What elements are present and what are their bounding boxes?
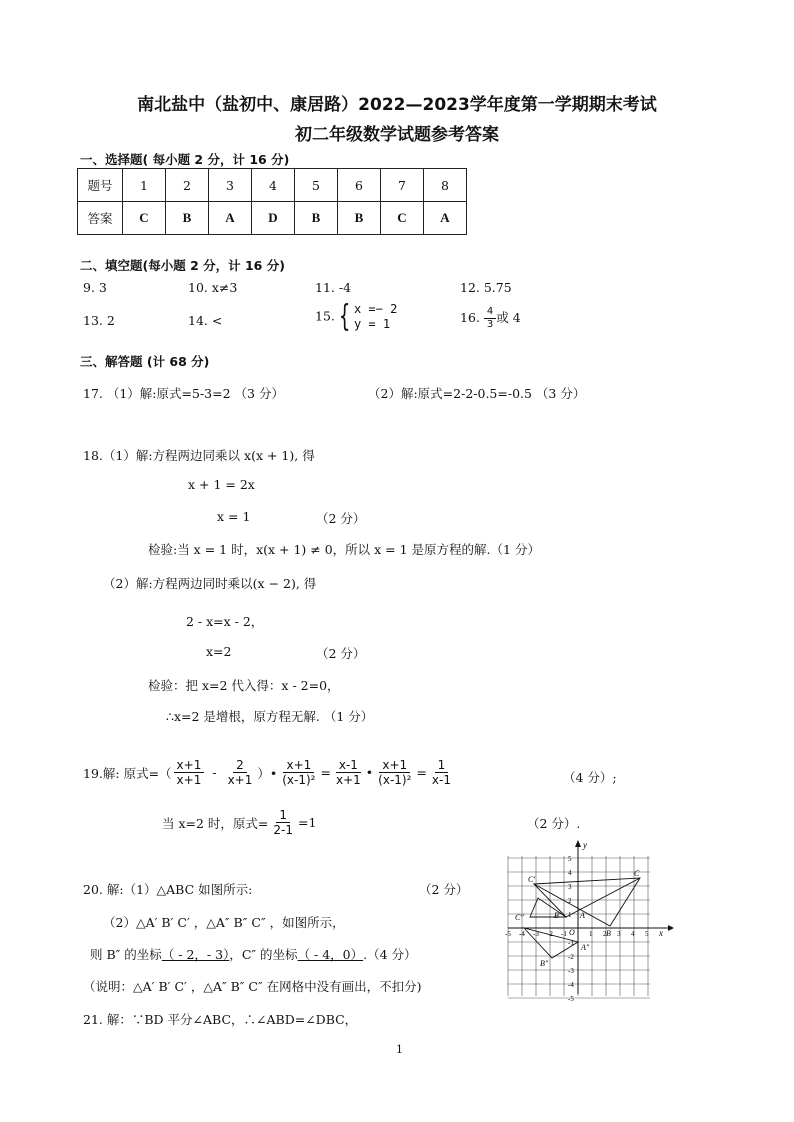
fraction [174, 758, 205, 788]
y-tick-label: -5 [568, 995, 574, 1003]
question-number-cell: 7 [381, 169, 424, 202]
y-tick-label: -3 [568, 967, 574, 975]
q20-line-1-score: （2 分） [419, 882, 469, 897]
denominator: x+1 [335, 773, 361, 788]
c-label: C [634, 869, 640, 878]
fraction [279, 758, 318, 788]
y-tick-label: 2 [568, 897, 572, 905]
equals-sign: = [320, 765, 331, 781]
y-tick-label: 4 [568, 869, 572, 877]
x-tick-label: -3 [533, 930, 539, 938]
q20-text-b: 则 B″ 的坐标 [90, 947, 162, 962]
fill-answer-16-rest: 或 4 [496, 310, 521, 325]
question-number-cell: 6 [338, 169, 381, 202]
answer-cell: A [424, 202, 467, 235]
a-double-prime-label: A″ [581, 943, 590, 952]
q18-line-3-score: （2 分） [316, 511, 366, 526]
q20-text-c: ，C″ 的坐标 [229, 947, 298, 962]
question-number-cell: 5 [295, 169, 338, 202]
fill-answer-16 [460, 306, 521, 331]
q20-score: .（4 分） [363, 947, 417, 962]
q18-line-2: x + 1 = 2x [188, 477, 255, 492]
fraction [333, 758, 364, 788]
answer-cell: D [252, 202, 295, 235]
x-axis-arrow [668, 925, 674, 931]
q20-note: （说明：△A′ B′ C′ ，△A″ B″ C″ 在网格中没有画出，不扣分) [83, 979, 422, 994]
answer-table [77, 168, 467, 235]
x-tick-label: -5 [505, 930, 511, 938]
denominator: x+1 [227, 773, 253, 788]
numerator: 4 [484, 306, 496, 319]
question-number-cell: 3 [209, 169, 252, 202]
numerator: 1 [276, 808, 290, 823]
numerator: x+1 [379, 758, 410, 773]
answer-cell: C [123, 202, 166, 235]
q17-part1: 17. （1）解:原式=5-3=2 （3 分） [83, 386, 284, 401]
x-tick-label: 5 [645, 930, 649, 938]
answer-cell: C [381, 202, 424, 235]
fill-answer-11: 11. -4 [315, 280, 352, 295]
section-3-heading: 三、解答题 (计 68 分) [80, 354, 210, 369]
fraction [484, 306, 496, 331]
answer-cell: A [209, 202, 252, 235]
denominator: (x-1)² [282, 773, 316, 788]
title-line-1: 南北盐中（盐初中、康居路）2022—2023学年度第一学期期末考试 [137, 95, 657, 115]
x-axis-label: x [659, 928, 663, 938]
title-line-2: 初二年级数学试题参考答案 [295, 125, 499, 145]
dot-operator: • [365, 765, 374, 781]
q18-line-9: ∴x=2 是增根，原方程无解. （1 分） [166, 709, 374, 724]
q18-line-1: 18.（1）解:方程两边同乘以 x(x + 1), 得 [83, 448, 315, 463]
coordinate-grid-figure [496, 838, 674, 1003]
numerator: x+1 [174, 758, 205, 773]
table-row [78, 169, 467, 202]
system-row-1: x =− 2 [353, 302, 398, 316]
fraction [225, 758, 256, 788]
brace-symbol: { [338, 299, 351, 334]
minus-sign: - [212, 765, 217, 781]
question-number-cell: 1 [123, 169, 166, 202]
y-tick-label: -2 [568, 953, 574, 961]
b-double-prime-coordinate: （ - 2，- 3） [161, 947, 230, 962]
q19-line-2 [162, 808, 316, 838]
table-row [78, 202, 467, 235]
x-tick-label: -1 [561, 930, 567, 938]
q20-line-2: （2）△A′ B′ C′ ，△A″ B″ C″ ，如图所示， [103, 915, 345, 930]
y-tick-label: -4 [568, 981, 574, 989]
b-prime-label: B′ [554, 911, 561, 920]
fill-answer-16-label: 16. [460, 310, 480, 325]
b-label: B [606, 929, 611, 938]
section-2-heading: 二、填空题(每小题 2 分，计 16 分) [80, 258, 285, 273]
q20-line-3 [90, 945, 417, 963]
fraction [429, 758, 454, 788]
equals-sign: = [416, 765, 427, 781]
y-axis-label: y [583, 840, 587, 850]
answer-cell: B [338, 202, 381, 235]
denominator: x-1 [431, 773, 451, 788]
question-number-cell: 2 [166, 169, 209, 202]
q19-line-2-text: 当 x=2 时，原式= [162, 815, 269, 831]
denominator: x+1 [176, 773, 202, 788]
q19-score-1: （4 分）; [563, 770, 617, 785]
fill-answer-12: 12. 5.75 [460, 280, 512, 295]
q21-line-1: 21. 解：∵BD 平分∠ABC，∴∠ABD=∠DBC， [83, 1012, 358, 1027]
x-tick-label: -4 [519, 930, 525, 938]
q19-label: 19.解: 原式=（ [83, 765, 172, 781]
q18-line-7-score: （2 分） [316, 646, 366, 661]
a-label: A [580, 911, 585, 920]
numerator: 2 [233, 758, 247, 773]
q18-line-3: x = 1 [217, 509, 251, 524]
question-number-cell: 8 [424, 169, 467, 202]
answer-cell: B [295, 202, 338, 235]
c-double-prime-label: C″ [515, 913, 524, 922]
y-tick-label: -1 [568, 939, 574, 947]
equation-system [335, 299, 398, 334]
b-double-prime-label: B″ [540, 959, 549, 968]
q18-line-4: 检验:当 x = 1 时，x(x + 1) ≠ 0，所以 x = 1 是原方程的解.（1 分） [148, 542, 540, 557]
bracket-dot: ）• [257, 765, 278, 781]
page-number: 1 [396, 1043, 403, 1056]
numerator: x-1 [336, 758, 361, 773]
fraction [375, 758, 414, 788]
origin-label: O [569, 928, 575, 937]
q19-line-1 [83, 758, 454, 788]
table-header-cell: 题号 [78, 169, 123, 202]
fill-answer-9: 9. 3 [83, 280, 107, 295]
denominator: 2-1 [273, 823, 294, 838]
c-prime-label: C′ [528, 875, 536, 884]
q20-line-1: 20. 解:（1）△ABC 如图所示: [83, 882, 253, 897]
table-header-cell: 答案 [78, 202, 123, 235]
x-tick-label: 4 [631, 930, 635, 938]
denominator: (x-1)² [378, 773, 412, 788]
fill-answer-13: 13. 2 [83, 313, 115, 328]
y-axis-arrow [575, 840, 581, 847]
x-tick-label: -2 [547, 930, 553, 938]
q18-line-5: （2）解:方程两边同时乘以(x − 2), 得 [103, 576, 317, 591]
segment-b-prime-to-c [566, 878, 640, 917]
section-1-heading: 一、选择题( 每小题 2 分，计 16 分) [80, 152, 290, 167]
c-double-prime-coordinate: （ - 4，0） [297, 947, 364, 962]
fraction [270, 808, 296, 838]
fill-answer-14: 14. < [188, 313, 223, 328]
system-row-2: y = 1 [353, 317, 391, 331]
y-tick-label: 5 [568, 855, 572, 863]
y-tick-label: 3 [568, 883, 572, 891]
x-tick-label: 3 [617, 930, 621, 938]
q18-line-6: 2 - x=x - 2， [186, 614, 264, 629]
fill-answer-15 [315, 299, 398, 334]
numerator: 1 [435, 758, 449, 773]
q19-score-2: （2 分）. [527, 816, 581, 831]
fill-answer-15-label: 15. [315, 308, 335, 324]
fill-answer-10: 10. x≠3 [188, 280, 238, 295]
q19-line-2-result: =1 [298, 815, 317, 831]
x-tick-label: 2 [603, 930, 607, 938]
x-tick-label: 1 [589, 930, 593, 938]
y-tick-label: 1 [568, 911, 572, 919]
answer-cell: B [166, 202, 209, 235]
denominator: 3 [486, 319, 494, 330]
question-number-cell: 4 [252, 169, 295, 202]
q17-part2: （2）解:原式=2-2-0.5=-0.5 （3 分） [368, 386, 586, 401]
numerator: x+1 [283, 758, 314, 773]
q18-line-8: 检验：把 x=2 代入得：x - 2=0， [148, 678, 340, 693]
q18-line-7: x=2 [206, 644, 232, 659]
